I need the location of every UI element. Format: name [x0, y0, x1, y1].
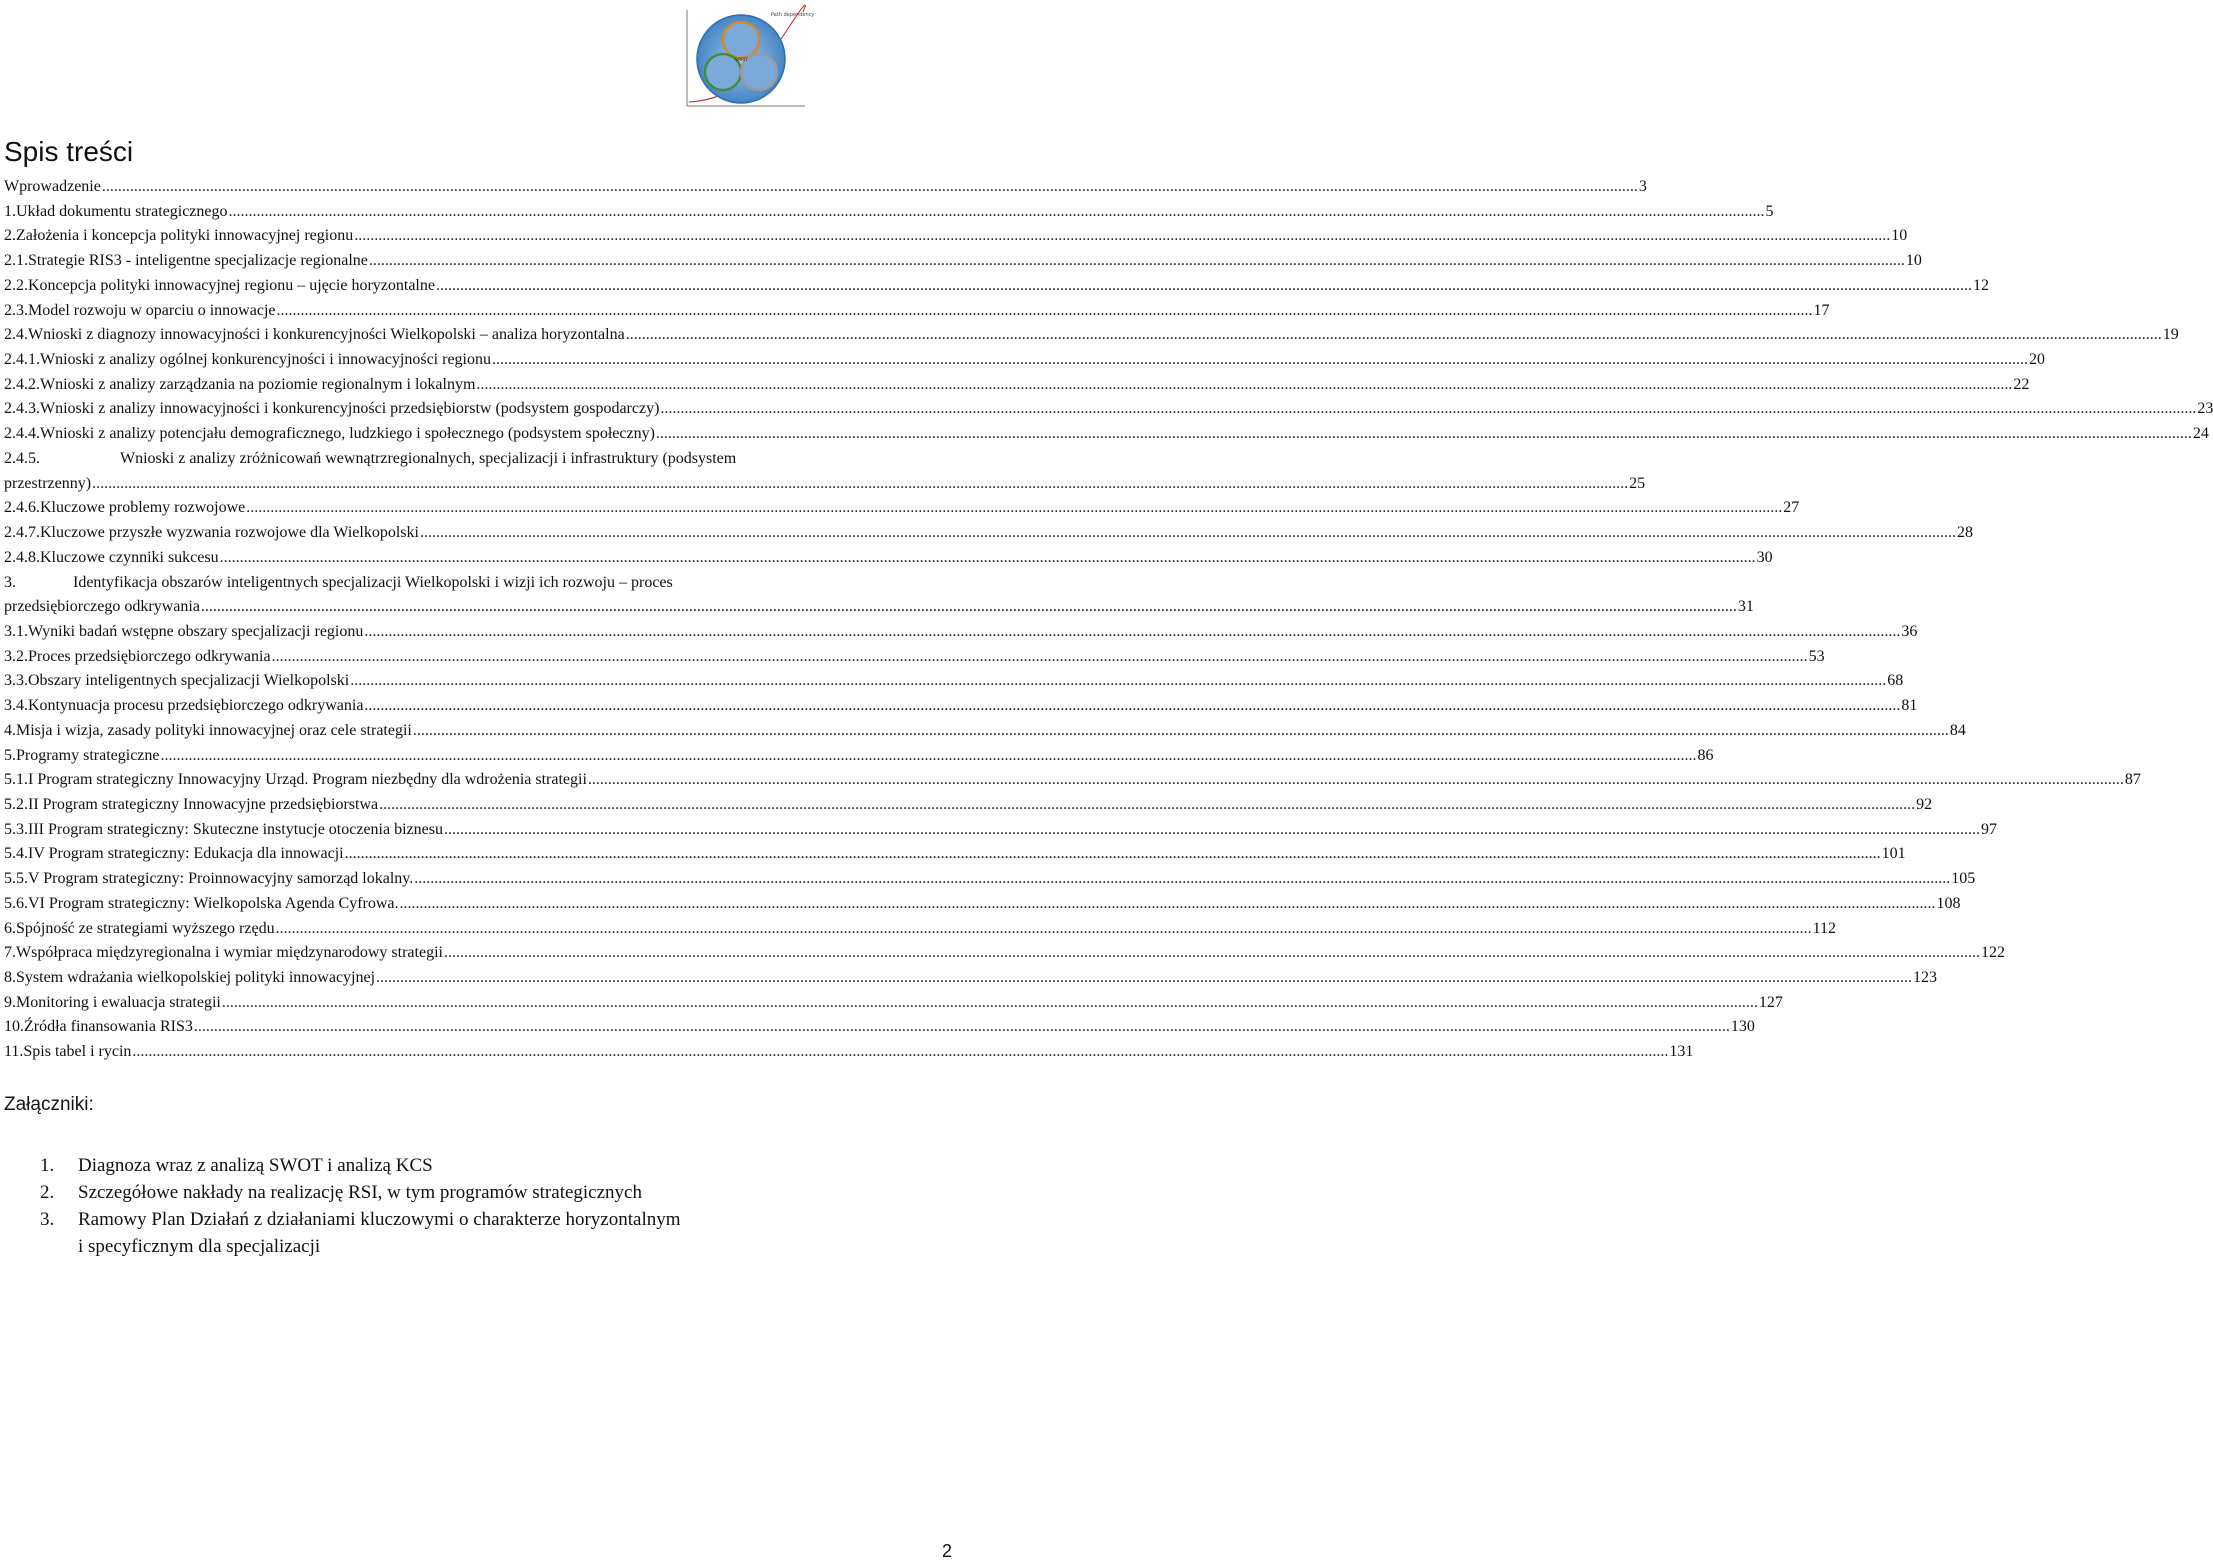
- toc-entry-number: 2.3.: [4, 302, 28, 319]
- toc-entry-number: 2.4.7.: [4, 524, 40, 541]
- attachment-text: i specyficznym dla specjalizacji: [78, 1236, 321, 1257]
- toc-dot-leader: [132, 1039, 1668, 1064]
- toc-entry[interactable]: [4, 520, 1973, 545]
- toc-dot-leader: [444, 940, 1980, 965]
- toc-entry[interactable]: [4, 495, 1800, 520]
- toc-entry-title: II Program strategiczny Innowacyjne przedsiębiorstwa: [28, 796, 379, 813]
- toc-entry[interactable]: [4, 372, 2030, 397]
- toc-entry-title: Współpraca międzyregionalna i wymiar międzynarodowy strategii: [16, 944, 443, 961]
- toc-entry-title: Wnioski z analizy innowacyjności i konkurencyjności przedsiębiorstw (podsystem gospodarczy): [40, 400, 660, 417]
- toc-entry-number: 11.: [4, 1043, 24, 1060]
- toc-dot-leader: [420, 520, 1956, 545]
- toc-entry[interactable]: [4, 174, 1647, 199]
- toc-entry-number: 3.1.: [4, 623, 28, 640]
- toc-entry-number: 5.2.: [4, 796, 28, 813]
- toc-entry-title: Model rozwoju w oparciu o innowacje: [28, 302, 276, 319]
- toc-entry-title: Kontynuacja procesu przedsiębiorczego odkrywania: [28, 697, 364, 714]
- toc-entry-number: 1.: [4, 203, 16, 220]
- toc-entry-number: 2.1.: [4, 252, 28, 269]
- toc-entry[interactable]: [4, 940, 2005, 965]
- attachments-title: Załączniki:: [4, 1094, 94, 1115]
- toc-entry-page: 36: [1901, 623, 1918, 640]
- toc-entry-page: 97: [1980, 821, 1997, 838]
- attachment-item: [40, 1233, 320, 1260]
- toc-dot-leader: [413, 718, 1949, 743]
- toc-entry-title: Wnioski z diagnozy innowacyjności i konkurencyjności Wielkopolski – analiza horyzontalna: [28, 326, 625, 343]
- toc-dot-leader: [102, 174, 1638, 199]
- toc-entry-page: 27: [1783, 499, 1800, 516]
- toc-entry[interactable]: [4, 322, 2179, 347]
- toc-entry-number: 2.4.: [4, 326, 28, 343]
- toc-entry[interactable]: [4, 965, 1938, 990]
- toc-entry[interactable]: [4, 841, 1906, 866]
- toc-dot-leader: [350, 668, 1886, 693]
- toc-entry-page: 24: [2192, 425, 2209, 442]
- toc-entry[interactable]: [4, 298, 1830, 323]
- toc-dot-leader: [272, 644, 1808, 669]
- toc-entry-title: Kluczowe czynniki sukcesu: [40, 549, 219, 566]
- toc-entry-page: 84: [1949, 722, 1966, 739]
- strategy-model-diagram: [683, 4, 815, 110]
- toc-entry[interactable]: [4, 471, 1646, 496]
- toc-dot-leader: [229, 199, 1765, 224]
- toc-entry-title: Proces przedsiębiorczego odkrywania: [28, 648, 271, 665]
- toc-entry[interactable]: [4, 619, 1918, 644]
- toc-entry-page: 112: [1812, 920, 1836, 937]
- toc-entry[interactable]: [4, 866, 1976, 891]
- toc-entry-number: 5.1.: [4, 771, 28, 788]
- toc-entry-title: Kluczowe problemy rozwojowe: [40, 499, 246, 516]
- toc-entry-title: Wnioski z analizy zróżnicowań wewnątrzregionalnych, specjalizacji i infrastruktury (podsystem: [120, 450, 737, 467]
- toc-dot-leader: [476, 372, 2012, 397]
- toc-entry[interactable]: [4, 223, 1908, 248]
- toc-entry-page: 122: [1980, 944, 2005, 961]
- toc-entry-page: 123: [1913, 969, 1938, 986]
- toc-entry-page: 30: [1756, 549, 1773, 566]
- toc-entry-number: 6.: [4, 920, 16, 937]
- toc-entry-title: Układ dokumentu strategicznego: [16, 203, 228, 220]
- toc-entry-page: 25: [1629, 475, 1646, 492]
- toc-entry-number: 8.: [4, 969, 16, 986]
- toc-entry-number: 2.4.5.: [4, 450, 40, 467]
- toc-dot-leader: [201, 594, 1737, 619]
- toc-entry[interactable]: [4, 347, 2045, 372]
- toc-entry-page: 3: [1638, 178, 1647, 195]
- attachment-text: Diagnoza wraz z analizą SWOT i analizą KCS: [78, 1155, 433, 1176]
- toc-entry-title: III Program strategiczny: Skuteczne instytucje otoczenia biznesu: [28, 821, 443, 838]
- toc-entry-number: 9.: [4, 994, 16, 1011]
- toc-entry[interactable]: [4, 792, 1933, 817]
- toc-entry-page: 68: [1887, 672, 1904, 689]
- toc-entry-title: Koncepcja polityki innowacyjnej regionu – ujęcie horyzontalne: [28, 277, 435, 294]
- attachment-item: [40, 1152, 433, 1179]
- toc-entry-page: 10: [1905, 252, 1922, 269]
- toc-dot-leader: [276, 298, 1812, 323]
- toc-entry[interactable]: [4, 891, 1961, 916]
- toc-dot-leader: [626, 322, 2162, 347]
- toc-entry[interactable]: [4, 743, 1714, 768]
- toc-entry[interactable]: [4, 396, 2213, 421]
- toc-dot-leader: [364, 619, 1900, 644]
- toc-entry-number: 5.5.: [4, 870, 28, 887]
- toc-entry-title: IV Program strategiczny: Edukacja dla innowacji: [28, 845, 344, 862]
- toc-entry-page: 53: [1808, 648, 1825, 665]
- toc-entry-number: 10.: [4, 1018, 24, 1035]
- attachment-number: 3.: [40, 1209, 55, 1230]
- toc-entry[interactable]: [4, 545, 1773, 570]
- toc-entry-number: 2.4.3.: [4, 400, 40, 417]
- toc-entry[interactable]: [4, 199, 1774, 224]
- toc-entry-number: 5.3.: [4, 821, 28, 838]
- toc-dot-leader: [444, 817, 1980, 842]
- toc-entry[interactable]: [4, 594, 1754, 619]
- toc-entry-title: Spis tabel i rycin: [23, 1043, 132, 1060]
- toc-entry[interactable]: [4, 644, 1825, 669]
- toc-entry[interactable]: [4, 767, 2141, 792]
- toc-dot-leader: [414, 866, 1950, 891]
- diagram-path-label: Path dependency: [771, 12, 815, 18]
- toc-entry-number: 3.: [4, 574, 16, 591]
- toc-dot-leader: [588, 767, 2124, 792]
- toc-entry-title: I Program strategiczny Innowacyjny Urząd. Program niezbędny dla wdrożenia strategii: [28, 771, 587, 788]
- toc-dot-leader: [364, 693, 1900, 718]
- attachment-text: Szczegółowe nakłady na realizację RSI, w tym programów strategicznych: [78, 1182, 642, 1203]
- toc-entry-title: Założenia i koncepcja polityki innowacyjnej regionu: [16, 227, 354, 244]
- toc-entry-number: 2.4.4.: [4, 425, 40, 442]
- toc-entry-page: 12: [1972, 277, 1989, 294]
- diagram-center-label: SPIRIT: [735, 57, 748, 62]
- toc-dot-leader: [492, 347, 2028, 372]
- toc-entry[interactable]: [4, 1039, 1694, 1064]
- toc-entry-page: 81: [1901, 697, 1918, 714]
- toc-entry-number: 3.3.: [4, 672, 28, 689]
- toc-entry-title: Wyniki badań wstępne obszary specjalizacji regionu: [28, 623, 364, 640]
- toc-entry[interactable]: [4, 446, 959, 471]
- toc-entry-title: Źródła finansowania RIS3: [24, 1018, 193, 1035]
- toc-dot-leader: [400, 891, 1936, 916]
- toc-entry-number: 7.: [4, 944, 16, 961]
- toc-dot-leader: [345, 841, 1881, 866]
- toc-entry-number: 2.4.8.: [4, 549, 40, 566]
- attachment-item: [40, 1206, 681, 1233]
- toc-entry-number: 4.: [4, 722, 16, 739]
- toc-dot-leader: [161, 743, 1697, 768]
- attachment-text: Ramowy Plan Działań z działaniami kluczowymi o charakterze horyzontalnym: [78, 1209, 681, 1230]
- toc-entry-page: 101: [1881, 845, 1906, 862]
- toc-entry[interactable]: [4, 693, 1918, 718]
- toc-entry[interactable]: [4, 668, 1904, 693]
- attachment-number: 2.: [40, 1182, 55, 1203]
- toc-entry[interactable]: [4, 1014, 1755, 1039]
- toc-entry-page: 19: [2162, 326, 2179, 343]
- toc-entry-page: 17: [1813, 302, 1830, 319]
- toc-dot-leader: [354, 223, 1890, 248]
- toc-entry-number: 2.4.6.: [4, 499, 40, 516]
- toc-entry-title: Kluczowe przyszłe wyzwania rozwojowe dla Wielkopolski: [40, 524, 419, 541]
- toc-entry-page: 108: [1936, 895, 1961, 912]
- toc-dot-leader: [222, 990, 1758, 1015]
- toc-entry-page: 105: [1951, 870, 1976, 887]
- toc-entry[interactable]: [4, 248, 1922, 273]
- toc-entry[interactable]: [4, 817, 1997, 842]
- toc-entry-page: 10: [1891, 227, 1908, 244]
- toc-entry-page: 28: [1956, 524, 1973, 541]
- toc-dot-leader: [656, 421, 2192, 446]
- toc-entry-title: Programy strategiczne: [16, 747, 160, 764]
- toc-entry-title: System wdrażania wielkopolskiej polityki innowacyjnej: [16, 969, 376, 986]
- toc-entry-number: 3.4.: [4, 697, 28, 714]
- toc-entry-title: Misja i wizja, zasady polityki innowacyjnej oraz cele strategii: [16, 722, 412, 739]
- toc-entry[interactable]: [4, 273, 1989, 298]
- toc-entry-page: 127: [1758, 994, 1783, 1011]
- toc-entry-page: 131: [1669, 1043, 1694, 1060]
- toc-entry-number: 2.4.2.: [4, 376, 40, 393]
- toc-entry-page: 5: [1765, 203, 1774, 220]
- toc-entry[interactable]: [4, 421, 2209, 446]
- toc-entry-page: 31: [1737, 598, 1754, 615]
- toc-entry-number: 5.6.: [4, 895, 28, 912]
- diagram-circle-top: [723, 22, 759, 58]
- attachment-number: 1.: [40, 1155, 55, 1176]
- toc-entry-title: V Program strategiczny: Proinnowacyjny samorząd lokalny.: [28, 870, 414, 887]
- toc-entry-page: 22: [2013, 376, 2030, 393]
- toc-entry-title: przestrzenny): [4, 475, 92, 492]
- toc-entry-number: 3.2.: [4, 648, 28, 665]
- toc-entry-number: 5.: [4, 747, 16, 764]
- toc-dot-leader: [376, 965, 1912, 990]
- toc-dot-leader: [379, 792, 1915, 817]
- toc-dot-leader: [220, 545, 1756, 570]
- toc-dot-leader: [246, 495, 1782, 520]
- toc-entry-title: Strategie RIS3 - inteligentne specjalizacje regionalne: [28, 252, 368, 269]
- toc-entry-title: Wnioski z analizy ogólnej konkurencyjności i innowacyjności regionu: [40, 351, 491, 368]
- toc-entry-title: Identyfikacja obszarów inteligentnych specjalizacji Wielkopolski i wizji ich rozwoju – proces: [73, 574, 673, 591]
- toc-entry-title: Wprowadzenie: [4, 178, 101, 195]
- toc-dot-leader: [276, 916, 1812, 941]
- toc-entry-title: Obszary inteligentnych specjalizacji Wielkopolski: [28, 672, 350, 689]
- toc-entry-page: 20: [2029, 351, 2045, 368]
- toc-entry-title: Wnioski z analizy potencjału demograficznego, ludzkiego i społecznego (podsystem społeczny): [40, 425, 655, 442]
- toc-entry-page: 92: [1916, 796, 1933, 813]
- toc-entry[interactable]: [4, 570, 959, 595]
- toc-dot-leader: [660, 396, 2196, 421]
- toc-dot-leader: [194, 1014, 1730, 1039]
- toc-entry-title: VI Program strategiczny: Wielkopolska Agenda Cyfrowa.: [28, 895, 399, 912]
- toc-entry-page: 87: [2124, 771, 2141, 788]
- toc-entry-title: Spójność ze strategiami wyższego rzędu: [16, 920, 275, 937]
- toc-entry-title: Wnioski z analizy zarządzania na poziomie regionalnym i lokalnym: [40, 376, 476, 393]
- toc-entry-number: 2.2.: [4, 277, 28, 294]
- page-title: Spis treści: [4, 136, 134, 167]
- toc-dot-leader: [92, 471, 1628, 496]
- toc-entry[interactable]: [4, 718, 1966, 743]
- toc-entry-title: Monitoring i ewaluacja strategii: [16, 994, 221, 1011]
- toc-entry[interactable]: [4, 990, 1783, 1015]
- toc-entry-page: 23: [2197, 400, 2213, 417]
- toc-entry-number: 2.4.1.: [4, 351, 40, 368]
- toc-entry-page: 86: [1697, 747, 1714, 764]
- toc-entry-page: 130: [1730, 1018, 1755, 1035]
- page-number: 2: [941, 1541, 952, 1561]
- toc-entry-number: 2.: [4, 227, 16, 244]
- toc-dot-leader: [436, 273, 1972, 298]
- toc-entry-title: przedsiębiorczego odkrywania: [4, 598, 200, 615]
- attachment-item: [40, 1179, 642, 1206]
- toc-entry[interactable]: [4, 916, 1836, 941]
- toc-dot-leader: [369, 248, 1905, 273]
- toc-entry-number: 5.4.: [4, 845, 28, 862]
